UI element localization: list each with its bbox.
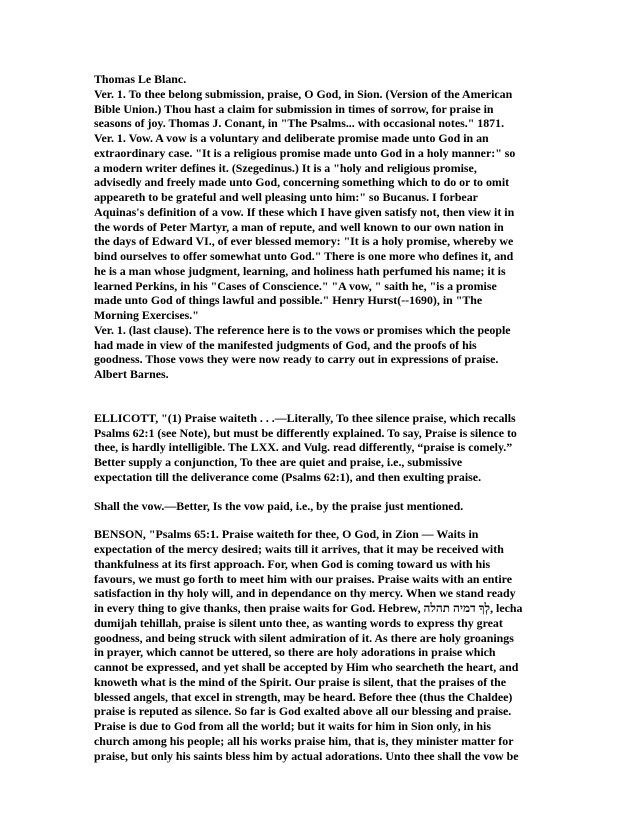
text-line: Better supply a conjunction, To thee are quiet and praise, i.e., submissive [94, 455, 463, 469]
text-line: Thomas Le Blanc. [94, 72, 187, 86]
text-line: bind ourselves to offer somewhat unto God." There is one more who defines it, and [94, 249, 514, 263]
section-gap [94, 513, 546, 527]
text-line: in every thing to give thanks, then praise waits for God. Hebrew, לְךָ דמיה תהלה, lecha [94, 601, 523, 615]
text-line: BENSON, "Psalms 65:1. Praise waiteth for thee, O God, in Zion — Waits in [94, 527, 479, 542]
text-line: expectation till the deliverance come (Psalms 62:1), and then exulting praise. [94, 469, 482, 484]
text-line: Psalms 62:1 (see Note), but must be differently explained. To say, Praise is silence to [94, 425, 517, 440]
text-line: dumijah tehillah, praise is silent unto thee, as wanting words to express thy great [94, 615, 503, 630]
text-line: appeareth to be grateful and well pleasing unto him:" so Bucanus. I forbear [94, 190, 478, 204]
text-line: Morning Exercises." [94, 308, 199, 322]
text-line: the days of Edward VI., of ever blessed memory: "It is a holy promise, whereby we [94, 234, 514, 249]
text-line: extraordinary case. "It is a religious promise made unto God in a holy manner:" so [94, 145, 516, 160]
text-line: knoweth what is the mind of the Spirit. Our praise is silent, that the praises of the [94, 674, 507, 689]
text-line: Albert Barnes. [94, 367, 169, 381]
text-line: expectation of the mercy desired; waits till it arrives, that it may be received with [94, 542, 504, 556]
le-blanc-block [94, 72, 546, 382]
text-line: a modern writer defines it. (Szegedinus.) It is a "holy and religious promise, [94, 160, 477, 175]
section-gap [94, 485, 546, 499]
text-line: seasons of joy. Thomas J. Conant, in "The Psalms... with occasional notes." 1871. [94, 116, 505, 131]
text-line: ELLICOTT, "(1) Praise waiteth . . .—Literally, To thee silence praise, which recalls [94, 410, 516, 425]
text-line: blessed angels, that excel in strength, may be heard. Before thee (thus the Chaldee) [94, 689, 513, 704]
document-page [94, 72, 546, 763]
text-line: church among his people; all his works praise him, that is, they minister matter for [94, 733, 514, 748]
text-line: he is a man whose judgment, learning, and holiness hath perfumed his name; it is [94, 263, 506, 278]
text-line: Shall the vow.—Better, Is the vow paid, i.e., by the praise just mentioned. [94, 498, 464, 513]
ellicott-block [94, 411, 546, 485]
text-line: Praise is due to God from all the world; but it waits for him in Sion only, in his [94, 719, 491, 733]
text-line: learned Perkins, in his "Cases of Conscience." "A vow, " saith he, "is a promise [94, 278, 497, 293]
text-line: goodness, and being struck with silent admiration of it. As there are holy groanings [94, 630, 514, 645]
text-line: satisfaction in thy holy will, and in dependance on thy mercy. When we stand ready [94, 586, 516, 601]
section-gap [94, 382, 546, 411]
vow-block [94, 499, 546, 514]
text-line: goodness. Those vows they were now ready to carry out in expressions of praise. [94, 352, 499, 367]
text-line: Bible Union.) Thou hast a claim for submission in times of sorrow, for praise in [94, 101, 494, 116]
text-line: the words of Peter Martyr, a man of repute, and well known to our own nation in [94, 219, 504, 234]
text-line: favours, we must go forth to meet him with our praises. Praise waits with an entire [94, 571, 513, 586]
text-line: made unto God of things lawful and possible." Henry Hurst(--1690), in "The [94, 293, 483, 308]
text-line: Ver. 1. (last clause). The reference here is to the vows or promises which the people [94, 322, 511, 337]
text-line: thankfulness at its first approach. For, when God is coming toward us with his [94, 556, 491, 571]
text-line: advisedly and freely made unto God, concerning something which to do or to omit [94, 175, 510, 190]
text-line: Aquinas's definition of a vow. If these which I have given satisfy not, then view it in [94, 204, 515, 219]
text-line: in prayer, which cannot be uttered, so there are holy adorations in praise which [94, 645, 496, 660]
text-line: praise, but only his saints bless him by actual adorations. Unto thee shall the vow be [94, 748, 519, 763]
text-line: cannot be expressed, and yet shall be accepted by Him who searcheth the heart, and [94, 660, 519, 674]
benson-block [94, 527, 546, 763]
text-line: thee, is hardly intelligible. The LXX. and Vulg. read differently, “praise is comely.” [94, 440, 513, 455]
text-line: Ver. 1. Vow. A vow is a voluntary and deliberate promise made unto God in an [94, 131, 489, 145]
text-line: praise is reputed as silence. So far is God exalted above all our blessing and praise. [94, 704, 512, 719]
text-line: Ver. 1. To thee belong submission, praise, O God, in Sion. (Version of the American [94, 86, 513, 101]
text-line: had made in view of the manifested judgments of God, and the proofs of his [94, 337, 477, 352]
